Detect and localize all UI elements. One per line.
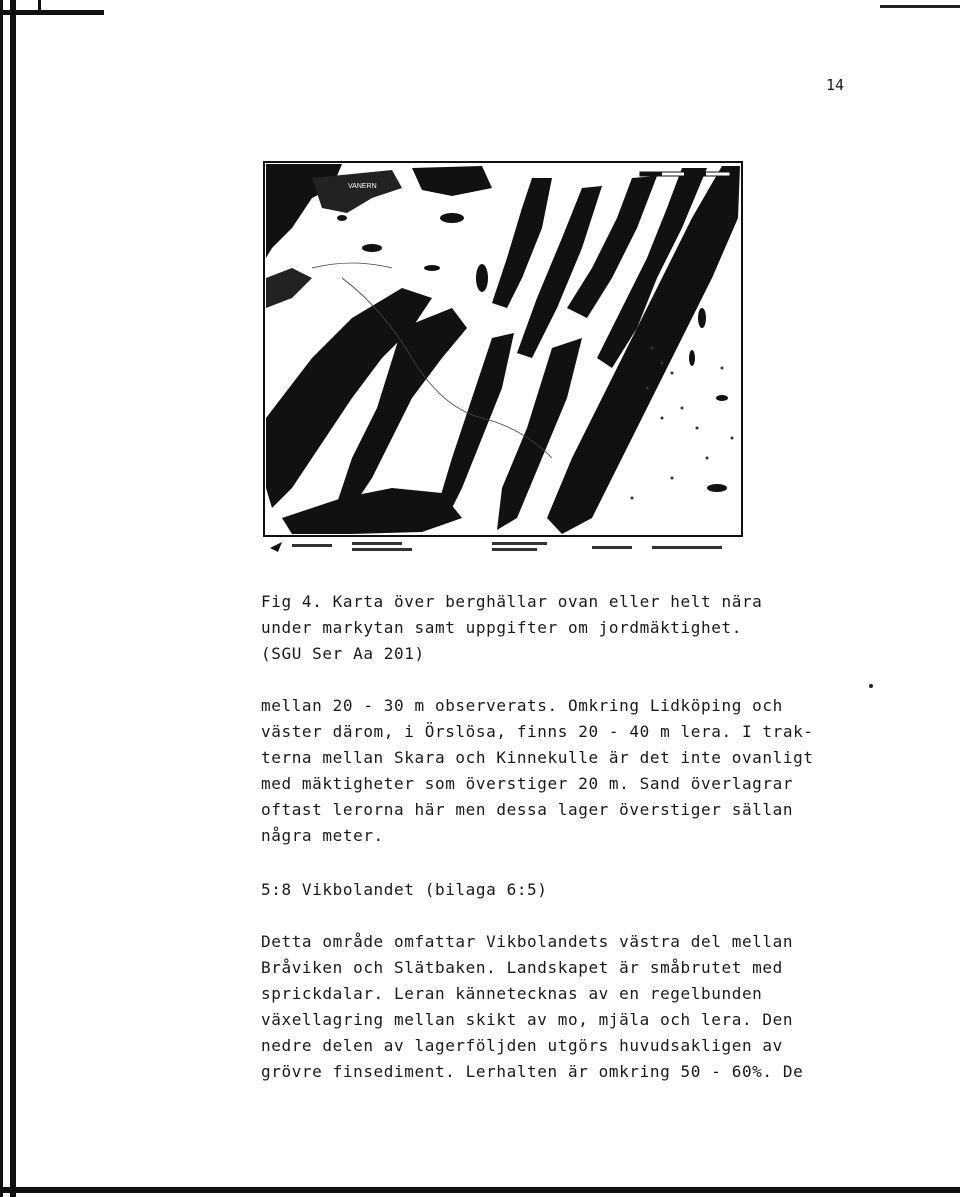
- body-text-line: sprickdalar. Leran kännetecknas av en regelbunden: [261, 984, 763, 1003]
- figure-caption-line: under markytan samt uppgifter om jordmäktighet.: [261, 618, 742, 637]
- figure-caption-line: (SGU Ser Aa 201): [261, 644, 425, 663]
- page-number: 14: [826, 76, 845, 94]
- body-text-line: med mäktigheter som överstiger 20 m. Sand överlagrar: [261, 774, 794, 793]
- body-text-line: några meter.: [261, 826, 384, 845]
- section-heading: 5:8 Vikbolandet (bilaga 6:5): [261, 880, 548, 899]
- body-text-line: grövre finsediment. Lerhalten är omkring 50 - 60%. De: [261, 1062, 804, 1081]
- body-text-line: väster därom, i Örslösa, finns 20 - 40 m lera. I trak-: [261, 722, 814, 741]
- map-legend: [270, 542, 722, 552]
- scale-bar: [640, 172, 730, 176]
- body-text-line: oftast lerorna här men dessa lager överstiger sällan: [261, 800, 794, 819]
- map-figure: [252, 158, 748, 586]
- scan-border-left: [0, 0, 18, 1197]
- figure-caption-line: Fig 4. Karta över berghällar ovan eller helt nära: [261, 592, 763, 611]
- body-text-line: Detta område omfattar Vikbolandets västra del mellan: [261, 932, 794, 951]
- body-text-line: nedre delen av lagerföljden utgörs huvudsakligen av: [261, 1036, 783, 1055]
- body-text-line: växellagring mellan skikt av mo, mjäla och lera. Den: [261, 1010, 794, 1029]
- body-text-line: terna mellan Skara och Kinnekulle är det inte ovanligt: [261, 748, 814, 767]
- stray-mark: [869, 684, 873, 688]
- map-label-vanern: VANERN: [348, 183, 377, 190]
- body-text-line: Bråviken och Slätbaken. Landskapet är småbrutet med: [261, 958, 783, 977]
- scan-border-bottom: [0, 1184, 960, 1197]
- body-text-line: mellan 20 - 30 m observerats. Omkring Lidköping och: [261, 696, 783, 715]
- bedrock-map: [252, 158, 748, 586]
- scan-border-top: [0, 0, 960, 24]
